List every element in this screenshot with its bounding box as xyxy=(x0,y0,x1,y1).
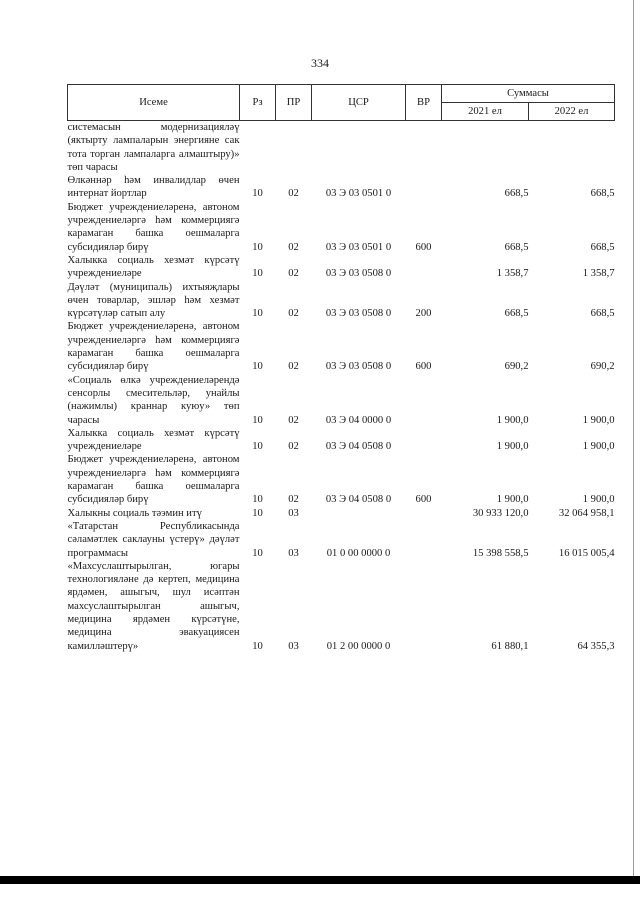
table-row xyxy=(68,320,615,373)
row-amount-2022: 16 015 005,4 xyxy=(558,547,615,559)
row-amount-2021: 668,5 xyxy=(504,188,529,200)
row-amount-2022: 668,5 xyxy=(590,188,615,200)
row-rz: 10 xyxy=(252,441,263,453)
row-csr: 01 0 00 0000 0 xyxy=(326,547,391,559)
header-sums: Суммасы xyxy=(442,85,615,103)
table-row xyxy=(68,201,615,254)
header-year-2021: 2021 ел xyxy=(442,103,529,121)
row-pr: 02 xyxy=(288,241,299,253)
row-name: Халыкны социаль тәэмин итү xyxy=(67,507,202,519)
table-row xyxy=(68,453,615,506)
row-amount-2022: 1 358,7 xyxy=(582,268,615,280)
header-pr: ПР xyxy=(276,85,312,121)
table-row xyxy=(68,520,615,560)
header-name: Исеме xyxy=(68,85,240,121)
row-vr: 600 xyxy=(415,241,432,253)
row-rz: 10 xyxy=(252,241,263,253)
row-name: системасын модернизацияләү (яктырту лампаларын энергияне сак тота торган лампаларга алмаштыру)» төп чарасы xyxy=(67,122,240,173)
header-year-2022: 2022 ел xyxy=(529,103,615,121)
row-csr: 01 2 00 0000 0 xyxy=(326,640,391,652)
row-csr xyxy=(312,121,406,175)
scan-edge-line xyxy=(633,0,634,876)
row-csr: 03 Э 03 0501 0 xyxy=(325,188,392,200)
row-name: Халыкка социаль хезмәт күрсәтү учреждениеләре xyxy=(67,254,240,280)
row-vr: 600 xyxy=(415,494,432,506)
header-csr: ЦСР xyxy=(312,85,406,121)
row-csr: 03 Э 03 0508 0 xyxy=(325,361,392,373)
table-row xyxy=(68,281,615,321)
row-amount-2021: 1 900,0 xyxy=(496,494,529,506)
row-amount-2021: 1 900,0 xyxy=(496,414,529,426)
row-name: «Социаль өлкә учреждениеләрендә сенсорлы смесительләр, унайлы (нажимлы) краннар куюу» төп чарасы xyxy=(67,374,240,426)
row-vr xyxy=(406,427,442,454)
row-rz: 10 xyxy=(252,188,263,200)
row-pr: 02 xyxy=(288,268,299,280)
row-name: «Татарстан Республикасында сәламәтлек саклауны үстерү» дәүләт программасы xyxy=(67,520,240,559)
row-rz: 10 xyxy=(252,547,263,559)
row-vr xyxy=(406,254,442,281)
row-amount-2022: 1 900,0 xyxy=(582,414,615,426)
row-amount-2021: 690,2 xyxy=(504,361,529,373)
row-rz: 10 xyxy=(252,507,263,519)
row-pr: 03 xyxy=(288,640,299,652)
row-amount-2022: 32 064 958,1 xyxy=(558,507,615,519)
row-name: Бюджет учреждениеләренә, автоном учреждениеләргә һәм коммерциягә карамаган башка оешмаларга субсидияләр бирү xyxy=(67,321,240,373)
budget-table xyxy=(67,84,615,653)
row-pr: 02 xyxy=(288,441,299,453)
table-row xyxy=(68,254,615,281)
row-amount-2022: 668,5 xyxy=(590,308,615,320)
table-header xyxy=(68,85,615,121)
row-pr: 03 xyxy=(288,547,299,559)
row-csr: 03 Э 03 0508 0 xyxy=(325,268,392,280)
row-vr xyxy=(406,560,442,653)
scan-bottom-border xyxy=(0,876,640,884)
row-pr xyxy=(276,121,312,175)
row-name: Өлкәннәр һәм инвалидлар өчен интернат йортлар xyxy=(67,175,240,200)
row-pr: 03 xyxy=(288,507,299,519)
page-number: 334 xyxy=(311,56,329,70)
row-amount-2022: 64 355,3 xyxy=(577,640,615,652)
row-amount-2021: 61 880,1 xyxy=(491,640,529,652)
row-vr xyxy=(406,507,442,520)
row-vr xyxy=(406,374,442,427)
row-amount-2021: 1 900,0 xyxy=(496,441,529,453)
row-vr xyxy=(406,174,442,201)
row-amount-2022: 668,5 xyxy=(590,241,615,253)
row-vr xyxy=(406,520,442,560)
row-amount-2021: 15 398 558,5 xyxy=(472,547,529,559)
row-amount-2022: 1 900,0 xyxy=(582,441,615,453)
table-row xyxy=(68,174,615,201)
row-name: Бюджет учреждениеләренә, автоном учреждениеләргә һәм коммерциягә карамаган башка оешмаларга субсидияләр бирү xyxy=(67,454,240,506)
row-pr: 02 xyxy=(288,188,299,200)
table-row xyxy=(68,374,615,427)
table-row xyxy=(68,507,615,520)
row-name: Бюджет учреждениеләренә, автоном учреждениеләргә һәм коммерциягә карамаган башка оешмаларга субсидияләр бирү xyxy=(67,201,240,253)
table-row xyxy=(68,121,615,175)
row-pr: 02 xyxy=(288,308,299,320)
header-rz: Рз xyxy=(240,85,276,121)
row-vr: 600 xyxy=(415,361,432,373)
row-rz: 10 xyxy=(252,494,263,506)
row-rz xyxy=(240,121,276,175)
row-vr xyxy=(406,121,442,175)
table-row xyxy=(68,560,615,653)
row-rz: 10 xyxy=(252,414,263,426)
row-amount-2021 xyxy=(442,121,529,175)
row-csr: 03 Э 04 0508 0 xyxy=(325,441,392,453)
row-rz: 10 xyxy=(252,268,263,280)
row-rz: 10 xyxy=(252,640,263,652)
row-pr: 02 xyxy=(288,494,299,506)
row-csr: 03 Э 03 0501 0 xyxy=(325,241,392,253)
row-rz: 10 xyxy=(252,308,263,320)
row-pr: 02 xyxy=(288,361,299,373)
row-amount-2022: 690,2 xyxy=(590,361,615,373)
row-amount-2022 xyxy=(529,121,615,175)
row-pr: 02 xyxy=(288,414,299,426)
header-vr: ВР xyxy=(406,85,442,121)
row-csr: 03 Э 03 0508 0 xyxy=(325,308,392,320)
row-csr xyxy=(312,507,406,520)
row-amount-2022: 1 900,0 xyxy=(582,494,615,506)
row-csr: 03 Э 04 0508 0 xyxy=(325,494,392,506)
row-vr: 200 xyxy=(415,308,432,320)
table-body xyxy=(68,121,615,653)
row-name: Дәүләт (муниципаль) ихтыяҗлары өчен товарлар, эшләр һәм хезмәт күрсәтүләр сатып алу xyxy=(67,281,240,320)
table-row xyxy=(68,427,615,454)
row-amount-2021: 30 933 120,0 xyxy=(472,507,529,519)
row-csr: 03 Э 04 0000 0 xyxy=(325,414,392,426)
row-rz: 10 xyxy=(252,361,263,373)
row-name: Халыкка социаль хезмәт күрсәтү учреждениеләре xyxy=(67,427,240,453)
row-amount-2021: 668,5 xyxy=(504,241,529,253)
row-name: «Махсуслаштырылган, югары технологияләне дә кертеп, медицина ярдәмен, ашыгыч, шул исәптән махсуслаштырылган ашыгыч, медицина ярдәмен күрсәтүне, медицина эвакуациясен камилләштерү» xyxy=(67,560,240,652)
row-amount-2021: 668,5 xyxy=(504,308,529,320)
row-amount-2021: 1 358,7 xyxy=(496,268,529,280)
